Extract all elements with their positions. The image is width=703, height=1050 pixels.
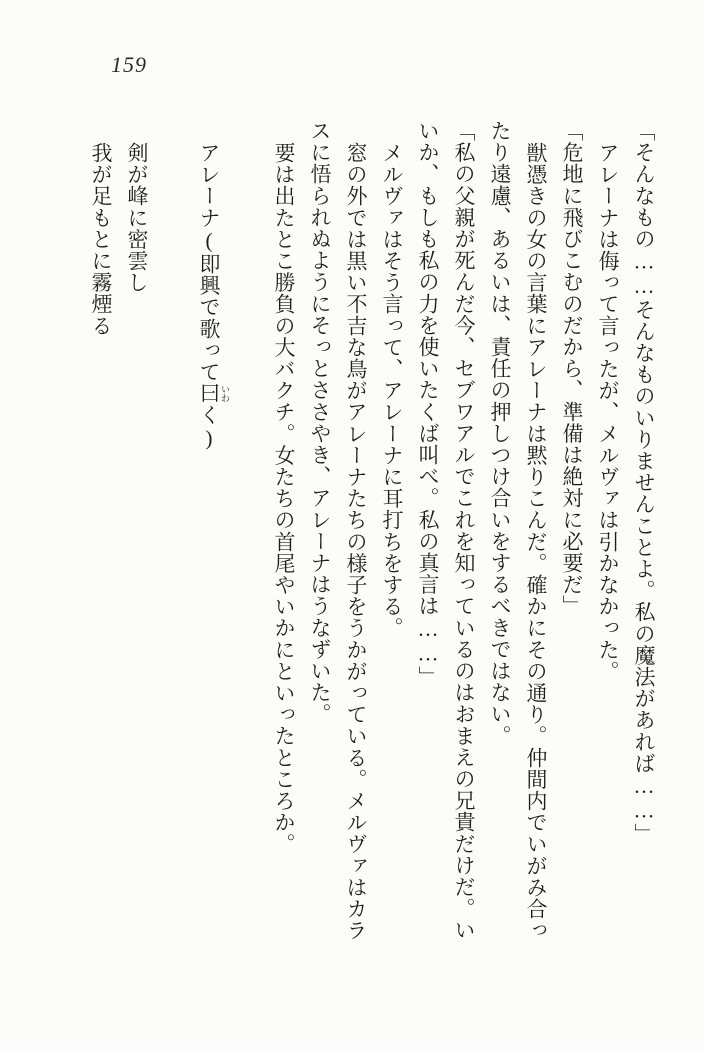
blank-line <box>230 120 266 960</box>
text-line: メルヴァはそう言って、アレーナに耳打ちをする。 <box>380 141 404 639</box>
text-line: アレーナ(即興で歌って曰 いわく) <box>197 141 230 451</box>
text-line: いか、もしも私の力を使いたくば叫べ。私の真言は……」 <box>416 120 440 688</box>
text-line: 「危地に飛びこむのだから、準備は絶対に必要だ」 <box>560 120 584 617</box>
ruby-annotated-text: 曰 いわ <box>197 382 230 404</box>
text-line: 剣が峰に密雲し <box>125 141 149 293</box>
text-line: 要は出たとこ勝負の大バクチ。女たちの首尾やいかにといったところか。 <box>272 141 296 855</box>
text-line: 我が足もとに霧煙る <box>89 141 113 336</box>
page-number: 159 <box>111 52 147 77</box>
text-line: アレーナは侮って言ったが、メルヴァは引かなかった。 <box>596 141 620 682</box>
text-line: スに悟られぬようにそっとささやき、アレーナはうなずいた。 <box>308 120 332 725</box>
blank-line <box>155 120 191 960</box>
vertical-text-block <box>83 120 662 960</box>
text-line: たり遠慮、あるいは、責任の押しつけ合いをするべきではない。 <box>488 120 512 747</box>
text-line: 「そんなもの……そんなものいりませんことよ。私の魔法があれば……」 <box>632 120 656 845</box>
text-line: 「私の父親が死んだ今、セブワアルでこれを知っているのはおまえの兄貴だけだ。い <box>452 120 476 941</box>
text-line: 獣憑きの女の言葉にアレーナは黙りこんだ。確かにその通り。仲間内でいがみ合っ <box>524 141 548 941</box>
text-line: 窓の外では黒い不吉な鳥がアレーナたちの様子をうかがっている。メルヴァはカラ <box>344 141 368 941</box>
